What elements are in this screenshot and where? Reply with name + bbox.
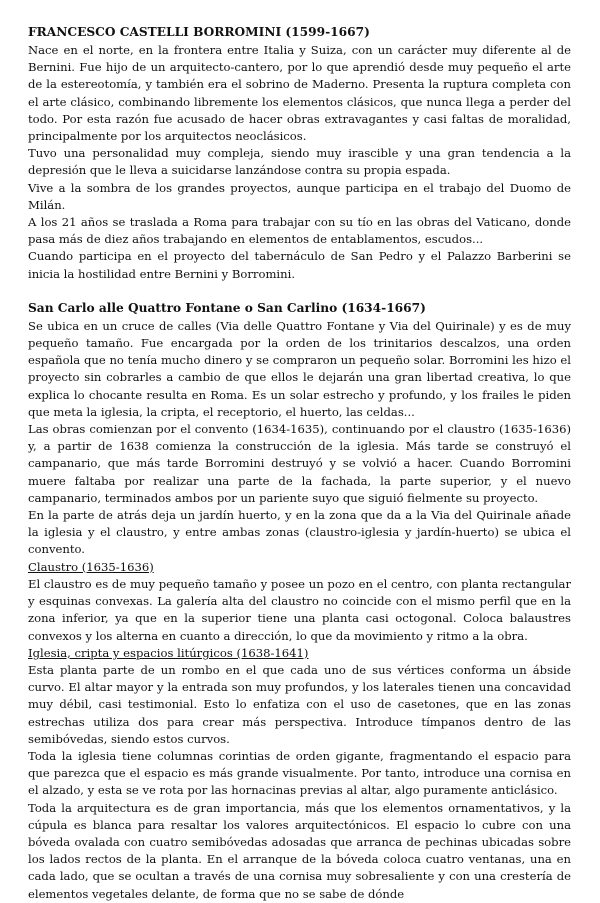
paragraph: Se ubica en un cruce de calles (Via delle Quattro Fontane y Via del Quirinale) y es de muy pequeño tamaño. Fue encargada por la orden de los trinitarios descalzos, una orden española que no tenía mucho dinero y se compraron un pequeño solar. Borromini les hizo el proyecto sin cobrarles a cambio de que ellos le dejarán una gran libertad creativa, lo que explica lo chocante resulta en Roma. Es un solar estrecho y profundo, y los frailes le piden que meta la iglesia, la cripta, el receptorio, el huerto, las celdas...	[28, 318, 571, 419]
paragraph: El claustro es de muy pequeño tamaño y posee un pozo en el centro, con planta rectangular y esquinas convexas. La galería alta del claustro no coincide con el mismo perfil que en la zona inferior, ya que en la superior tiene una planta casi octogonal. Coloca balaustres convexos y los alterna en cuanto a dirección, lo que da movimiento y ritmo a la obra.	[28, 576, 571, 643]
paragraph: Toda la arquitectura es de gran importancia, más que los elementos ornamentativos, y la cúpula es blanca para resaltar los valores arquitectónicos. El espacio lo cubre con una bóveda ovalada con cuatro semibóvedas adosadas que arranca de pechinas ubicadas sobre los lados rectos de la planta. En el arranque de la bóveda coloca cuatro ventanas, una en cada lado, que se ocultan a través de una cornisa muy sobresaliente y con una crestería de elementos vegetales delante, de forma que no se sabe de dónde	[28, 800, 571, 901]
paragraph: Vive a la sombra de los grandes proyectos, aunque participa en el trabajo del Duomo de Milán.	[28, 180, 571, 212]
paragraph: Nace en el norte, en la frontera entre Italia y Suiza, con un carácter muy diferente al de Bernini. Fue hijo de un arquitecto-cantero, por lo que aprendió desde muy pequeño el arte de la estereotomía, y también era el sobrino de Maderno. Presenta la ruptura completa con el arte clásico, combinando libremente los elementos clásicos, que nunca llega a perder del todo. Por esta razón fue acusado de hacer obras extravagantes y casi faltas de moralidad, principalmente por los arquitectos neoclásicos.	[28, 43, 571, 144]
paragraph: A los 21 años se traslada a Roma para trabajar con su tío en las obras del Vaticano, donde pasa más de diez años trabajando en elementos de entablamentos, escudos...	[28, 215, 571, 247]
paragraph: Tuvo una personalidad muy compleja, siendo muy irascible y una gran tendencia a la depresión que le lleva a suicidarse lanzándose contra su propia espada.	[28, 146, 571, 178]
paragraph: Las obras comienzan por el convento (1634-1635), continuando por el claustro (1635-1636) y, a partir de 1638 comienza la construcción de la iglesia. Más tarde se construyó el campanario, que más tarde Borromini destruyó y se volvió a hacer. Cuando Borromini muere faltaba por realizar una parte de la fachada, la parte superior, y el nuevo campanario, terminados ambos por un pariente suyo que siguió fielmente su proyecto.	[28, 422, 571, 505]
paragraph: Esta planta parte de un rombo en el que cada uno de sus vértices conforma un ábside curvo. El altar mayor y la entrada son muy profundos, y los laterales tienen una concavidad muy débil, casi testimonial. Esto lo enfatiza con el uso de casetones, que en las zonas estrechas utiliza dos para crear más perspectiva. Introduce tímpanos dentro de las semibóvedas, siendo estos curvos.	[28, 662, 571, 746]
paragraph: Cuando participa en el proyecto del tabernáculo de San Pedro y el Palazzo Barberini se inicia la hostilidad entre Bernini y Borromini.	[28, 249, 571, 281]
section-title-borromini: FRANCESCO CASTELLI BORROMINI (1599-1667)	[28, 25, 370, 39]
section-gap	[28, 283, 571, 300]
paragraph: En la parte de atrás deja un jardín huerto, y en la zona que da a la Via del Quirinale añade la iglesia y el claustro, y entre ambas zonas (claustro-iglesia y jardín-huerto) se ubica el convento.	[28, 508, 571, 557]
section-title-san-carlino: San Carlo alle Quattro Fontane o San Carlino (1634-1667)	[28, 300, 426, 315]
paragraph: Toda la iglesia tiene columnas corintias de orden gigante, fragmentando el espacio para que parezca que el espacio es más grande visualmente. Por tanto, introduce una cornisa en el alzado, y esta se ve rota por las hornacinas previas al altar, algo puramente anticlásico.	[28, 748, 571, 798]
subheading-claustro: Claustro (1635-1636)	[28, 559, 154, 574]
subheading-iglesia: Iglesia, cripta y espacios litúrgicos (1638-1641)	[28, 645, 309, 660]
